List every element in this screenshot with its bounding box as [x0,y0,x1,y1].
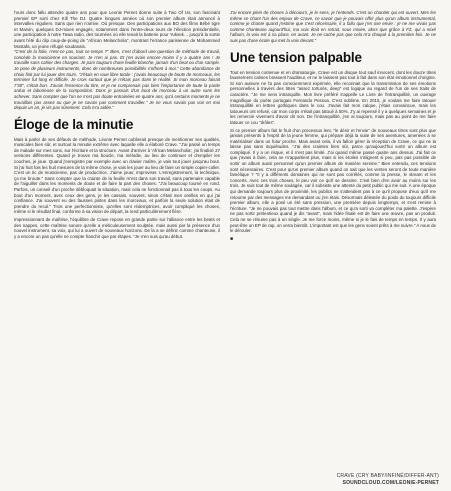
article-paragraph: J'ai encore plein de choses à découvrir, je le sens, je l'entends. C'est un chantier qui est ouvert. Mes les même ce chant l'un des enjeux de Crave, ce savoir que je pouvais offrir plus qu'un album instrumental, comme je chante quand j'estime que c'est nécessaire, il a fallu que j'en ose envie : je ne me vivais pas comme chanteuse aujourd'hui, ma voix était en retrait, sous mixée, alors que grâce à FZ, qui a mixé l'album, la voix est à sa place, en avant. Je ne cache pas que cela m'a choqué à la première fois. Je ne suis pas d'une école qui met la voix devant." [230,10,436,43]
album-info: CRAVE (CRY BABY/INFINÉ/DIFFER-ANT) [336,473,439,479]
right-column [230,10,436,480]
article-paragraph: Mais à parler de ses défauts de méthode, Léonie Pernet oublierait presque de mentionner ses qualités, musicales bien sûr, et surtout la minutie extrême avec laquelle elle a élaboré Crave. "J'ai passé un temps de malade sur mes sons, sur l'écriture et la structure. Avant d'arriver à 'African Melancholia', j'ai finalisé 27 versions différentes. Quand je trouve ma boucle, ma mélodie, au lieu de continuer et d'empiler les couches, je joue. Quand j'enregistre par exemple avec un clavier maître, je vais tout jouer jusqu'au bout. Si j'ai huit fois les huit mesures de la même chose, je vais les jouer au lieu de faire un simple copier-coller. C'est un tic de musicienne, pas de productrice. J'aime jouer, improviser. L'enregistrement, la technique, ça me broute." Sans compter que la crainte de la feuille m'est dans son travail, sans partenaire capable de l'aiguiller dans les moments de doute et de faire la part des choses. "J'ai beaucoup tourné en rond. Parfois, un conseil d'un proche débloquait la situation, mais cela ne fonctionnait pas à tous les coups. Au bout d'un moment, avec ceux des gens, je les cassais, souvent, sinon c'était mes oreilles en qui j'ai confiance. J'ai souvent eu des fausses pistes dans les morceaux, et parfois la seule solution était de prendre du recul." Trois une perfectionniste, qu'elles sont rédemptrices, avoir compliqué les choses, même si le résultat final, conforme à sa vision de départ, la rend particulièrement fière. [14,136,220,215]
article-paragraph: Tout en tension contenue et en dramaturgie, Crave est un disque tout sauf innocent, dont les douze titres faussement calmes brassent l'auditeur, et ne le laissent pas tout à fait dans son état émotionnel d'origine. Si son auteure ne l'a pas consciemment exprimée, elle reconnait que la transmission de ses émotions personnelles à travers des titres "assez torturés, deep" est logique au regard de l'un de ses traits de caractère. "Je me sens intranquille. Mon livre préféré s'appelle Le Livre de l'intranquillité, un ouvrage magnifique du poète portugais Fernando Pessoa. C'est sublime. En 2015, je voulais me faire tatouer intranquillité en lettres gothiques dans le cou. J'avais fait mon calque, j'étais convaincue, mais les tatoueurs ont refusé, car mon corps n'était pas tatoué à 50%. J'y ai repensé il y a quelques semaines et je les remercie vivement d'avoir dit non. De l'intranquillité, j'en ai toujours, mais pas au point de me faire tatouer ce cou "drôles". [230,69,436,125]
end-mark-icon: ■ [230,235,234,242]
section-heading: Éloge de la minutie [14,116,134,132]
article-paragraph: l'ours donc fallu attendre quatre ans pour que Leonie Pernet donne suite à Two Of Us, son fascinant premier EP sorti chez Kill The DJ. Quatre longues années où son premier album était annoncé à intervalles réguliers. Sans que rien n'arrive. Où presque. Des participations aux BO des films Bébé tigre et Marvin, quelques DJ-mixes engagés, notamment dans l'entre-deux tours de l'élection présidentielle, une participation à notre Tawa radio, des tournées où elle tenait la batterie pour Yuksek… jusqu'à la sortie avant l'été du clip coup-de-poing de "African Melancholia", montrant l'errance parisienne de Mohammed Mostafa, un jeune réfugié soudanais. [14,10,220,49]
article-paragraph: Si ce premier album fait le fruit d'un processus lent, "le désir et l'envie" de nouveaux titres sont plus que jamais présents à l'esprit de la jeune femme, qui prépare déjà la suite de ses aventures, amenées à se matérialiser dans un futur proche. Mais avant cela, il va falloir gérer la réception de Crave, ce qui ne la laisse pas sans inquiétudes. "J'ai des craintes bien sûr, parce qu'aujourd'hui sortir un album est compliqué. Il y a un risque, et il n'est pas limité. J'ai quand même passé quatre ans dessus. J'ai fait ce que j'avais à faire, cela ne m'appartient plus, mais si les étoiles s'alignent si peu, pas pas possible de sortir un album aussi personnel qu'un premier album de manière sereine." Bien entendu, ces tensions sont nécessaires. C'est pour qu'un premier album quand on sait que les ventes seront de toute manière famélique ? "Il y a différents domaines qui ne sont pas corrélés, comme la presse, le stream et les concerts. Avec ces trois choses, le peu voir ce qu'il se dessine. C'est bien d'en avoir au moins sur les trois. Je suis tout de même soulagée, car il subsiste une attente du petit public qui me suit. A une époque qui demande toujours plus de proximité, les publics ne s'attendent pas à ce qu'il propose d'eux qu'il me retourne par des messages me demandant ou j'en étais. Désormais délestée du poids du toujours difficile premier album, elle a posé un été sans pression, une première depuis longtemps, et s'est remise à l'écriture. "Je ne pouvais pas tout mettre dans l'album, et ce qu'a sorti va compléter ma palette. J'espère ne pas sortir prétentieux quand je dis "avant", mais l'idée finale est de faire une œuvre, pas un produit. Cela ne se résume pas à un single. Je me force moins, même si je le fais de temps en temps. Il y aura peut-être un EP de rap, on verra bientôt. L'important est que les gens soient prêts à me suivre." A nous de le dérouler. [230,127,436,234]
album-credit [337,473,439,486]
website-link[interactable]: SOUNDCLOUD.COM/LEONIE-PERNET [342,479,439,486]
article-paragraph: Impressionnant de maîtrise, l'équilibre de Crave repose en grande partie sur l'alliance entre les beats et des nappes, cette maîtrise sonore qu'elle a méticuleusement sculptée, mais aussi par la présence d'un nouvel instrument, sa voix, qui lui a ouvert de nouveaux horizons. De la a se définir comme chanteuse, il y a encore un pas qu'elle ne compte franchir que par étapes. "Je n'en suis qu'au début. [14,217,220,239]
article-paragraph: "C'est de la folie, n'est-ce pas, tout ce temps ?" Bien, c'est d'abord une question de méthode de travail, concède la musicienne en souriant. Je n'en ai pas. Et j'en avais encore moins il y a quatre ans ! Je travaille sans cahier des charges. Je pars toujours d'une feuille blanche, jamais d'un beat ou d'un sample. Je pose de plusieurs instruments, donc de nombreuses possibilités s'offrent à moi." Cette abondance de choix finit par lui jouer des tours. "J'étais en roue libre totale : j'avais beaucoup de bouts de morceaux, les terminer fut long et difficile. Je crois surtout que je n'étais pas dans le réalité. Si mon morceau faisait 7'30", c'était bon. J'avais l'essence du titre, et je ne comprenais pas bien l'importance de toute la partie arduo et laborieuse de la composition. Donc je passais d'un bout de morceau à un autre sans les achever. Sans compter que l'on ne s'est pas doute entrainées en quatre ans, qu'à certains moments je ne travaillais pas assez ou que je ne savais pas comment travailler." Je ne vous savais pas voir en moi depuis un an, je vis pas sûrement. Cela m'a aidée." [14,49,220,111]
section-heading: Une tension palpable [230,49,362,65]
left-column [14,10,220,480]
